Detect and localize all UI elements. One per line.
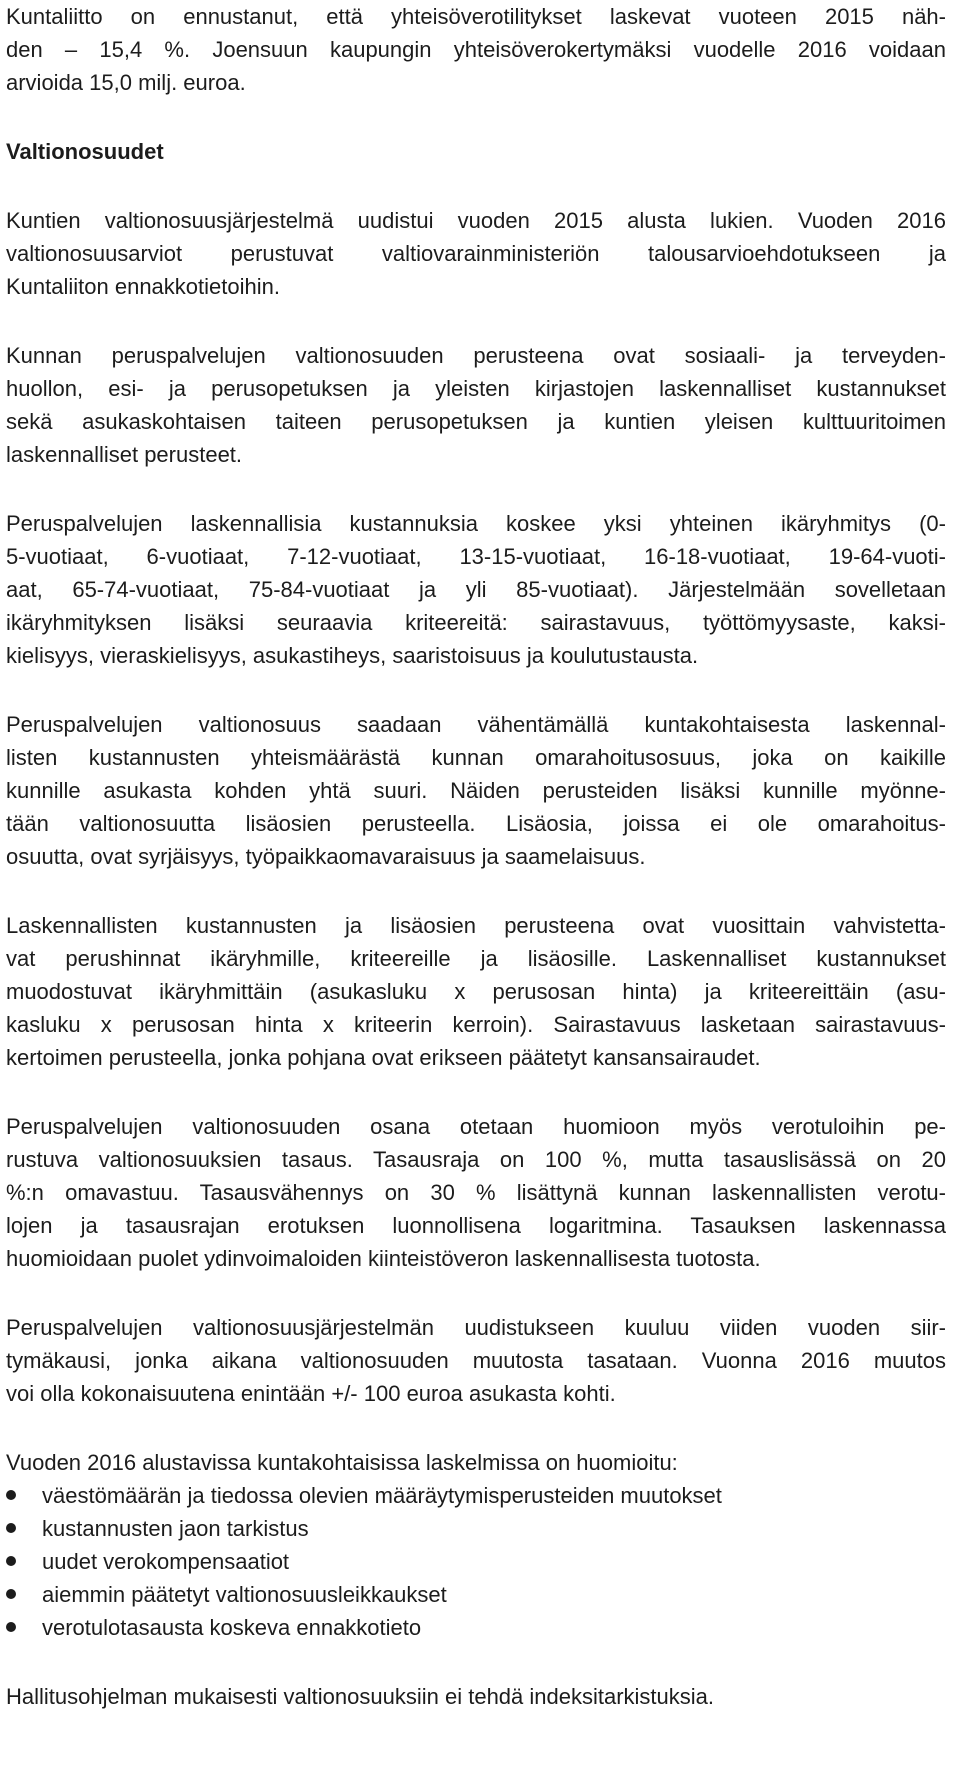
text-line: Kunnan peruspalvelujen valtionosuuden perusteena ovat sosiaali- ja terveyden- [6, 343, 946, 368]
text-line: listen kustannusten yhteismäärästä kunnan omarahoitusosuus, joka on kaikille [6, 745, 946, 770]
text-line: 5-vuotiaat, 6-vuotiaat, 7-12-vuotiaat, 13-15-vuotiaat, 16-18-vuotiaat, 19-64-vuoti- [6, 544, 946, 569]
text-line: Kuntaliiton ennakkotietoihin. [6, 274, 280, 299]
text-line: %:n omavastuu. Tasausvähennys on 30 % lisättynä kunnan laskennallisten verotu- [6, 1180, 946, 1205]
list-item-label: verotulotasausta koskeva ennakkotieto [42, 1615, 422, 1640]
text-line: huomioidaan puolet ydinvoimaloiden kiinteistöveron laskennallisesta tuotosta. [6, 1246, 761, 1271]
paragraph-unit-prices [6, 909, 946, 1074]
list-item [6, 1512, 946, 1545]
text-line: osuutta, ovat syrjäisyys, työpaikkaomavaraisuus ja saamelaisuus. [6, 844, 646, 869]
list-item [6, 1611, 946, 1644]
bullet-icon [6, 1589, 16, 1599]
text-line: kielisyys, vieraskielisyys, asukastiheys, saaristoisuus ja koulutustausta. [6, 643, 699, 668]
list-item [6, 1545, 946, 1578]
bullet-icon [6, 1490, 16, 1500]
text-line: ikäryhmityksen lisäksi seuraavia kriteereitä: sairastavuus, työttömyysaste, kaksi- [6, 610, 946, 635]
text-line: vat perushinnat ikäryhmille, kriteereille ja lisäosille. Laskennalliset kustannukset [6, 946, 946, 971]
text-line: Kuntien valtionosuusjärjestelmä uudistui vuoden 2015 alusta lukien. Vuoden 2016 [6, 208, 946, 233]
text-line: lojen ja tasausrajan erotuksen luonnollisena logaritmina. Tasauksen laskennassa [6, 1213, 946, 1238]
text-line: kunnille asukasta kohden yhtä suuri. Näiden perusteiden lisäksi kunnille myönne- [6, 778, 946, 803]
list-intro: Vuoden 2016 alustavissa kuntakohtaisissa laskelmissa on huomioitu: [6, 1450, 678, 1475]
paragraph-basis [6, 339, 946, 471]
list-item-label: kustannusten jaon tarkistus [42, 1516, 309, 1541]
text-line: rustuva valtionosuuksien tasaus. Tasausraja on 100 %, mutta tasauslisässä on 20 [6, 1147, 946, 1172]
text-line: tään valtionosuutta lisäosien perusteella. Lisäosia, joissa ei ole omarahoitus- [6, 811, 946, 836]
text-line: muodostuvat ikäryhmittäin (asukasluku x perusosan hinta) ja kriteereittäin (asu- [6, 979, 946, 1004]
text-line: tymäkausi, jonka aikana valtionosuuden muutosta tasataan. Vuonna 2016 muutos [6, 1348, 946, 1373]
text-line: voi olla kokonaisuutena enintään +/- 100 euroa asukasta kohti. [6, 1381, 616, 1406]
closing-sentence: Hallitusohjelman mukaisesti valtionosuuksiin ei tehdä indeksitarkistuksia. [6, 1684, 715, 1709]
text-line: Peruspalvelujen valtionosuus saadaan vähentämällä kuntakohtaisesta laskennal- [6, 712, 946, 737]
text-line: Laskennallisten kustannusten ja lisäosien perusteena ovat vuosittain vahvistetta- [6, 913, 946, 938]
text-line: Kuntaliitto on ennustanut, että yhteisöverotilitykset laskevat vuoteen 2015 näh- [6, 4, 946, 29]
paragraph-own-financing [6, 708, 946, 873]
list-item [6, 1479, 946, 1512]
text-line: sekä asukaskohtaisen taiteen perusopetuksen ja kuntien yleisen kulttuuritoimen [6, 409, 946, 434]
section-heading: Valtionosuudet [6, 139, 164, 164]
list-item-label: väestömäärän ja tiedossa olevien määräytymisperusteiden muutokset [42, 1483, 722, 1508]
text-line: aat, 65-74-vuotiaat, 75-84-vuotiaat ja yli 85-vuotiaat). Järjestelmään sovelletaan [6, 577, 946, 602]
paragraph-age-groups [6, 507, 946, 672]
list-item [6, 1578, 946, 1611]
list-item-label: aiemmin päätetyt valtionosuusleikkaukset [42, 1582, 447, 1607]
bullet-list [6, 1479, 946, 1644]
text-line: laskennalliset perusteet. [6, 442, 243, 467]
paragraph-equalisation [6, 1110, 946, 1275]
paragraph-system-reform [6, 204, 946, 303]
intro-paragraph [6, 0, 946, 99]
text-line: Peruspalvelujen laskennallisia kustannuksia koskee yksi yhteinen ikäryhmitys (0- [6, 511, 946, 536]
text-line: valtionosuusarviot perustuvat valtiovarainministeriön talousarvioehdotukseen ja [6, 241, 946, 266]
list-item-label: uudet verokompensaatiot [42, 1549, 290, 1574]
bullet-icon [6, 1556, 16, 1566]
bullet-icon [6, 1523, 16, 1533]
bullet-icon [6, 1622, 16, 1632]
paragraph-transition [6, 1311, 946, 1410]
text-line: arvioida 15,0 milj. euroa. [6, 70, 246, 95]
text-line: kasluku x perusosan hinta x kriteerin kerroin). Sairastavuus lasketaan sairastavuus- [6, 1012, 946, 1037]
text-line: kertoimen perusteella, jonka pohjana ovat erikseen päätetyt kansansairaudet. [6, 1045, 761, 1070]
text-line: Peruspalvelujen valtionosuuden osana otetaan huomioon myös verotuloihin pe- [6, 1114, 946, 1139]
text-line: huollon, esi- ja perusopetuksen ja yleisten kirjastojen laskennalliset kustannukset [6, 376, 946, 401]
text-line: Peruspalvelujen valtionosuusjärjestelmän uudistukseen kuuluu viiden vuoden siir- [6, 1315, 946, 1340]
text-line: den – 15,4 %. Joensuun kaupungin yhteisöverokertymäksi vuodelle 2016 voidaan [6, 37, 946, 62]
